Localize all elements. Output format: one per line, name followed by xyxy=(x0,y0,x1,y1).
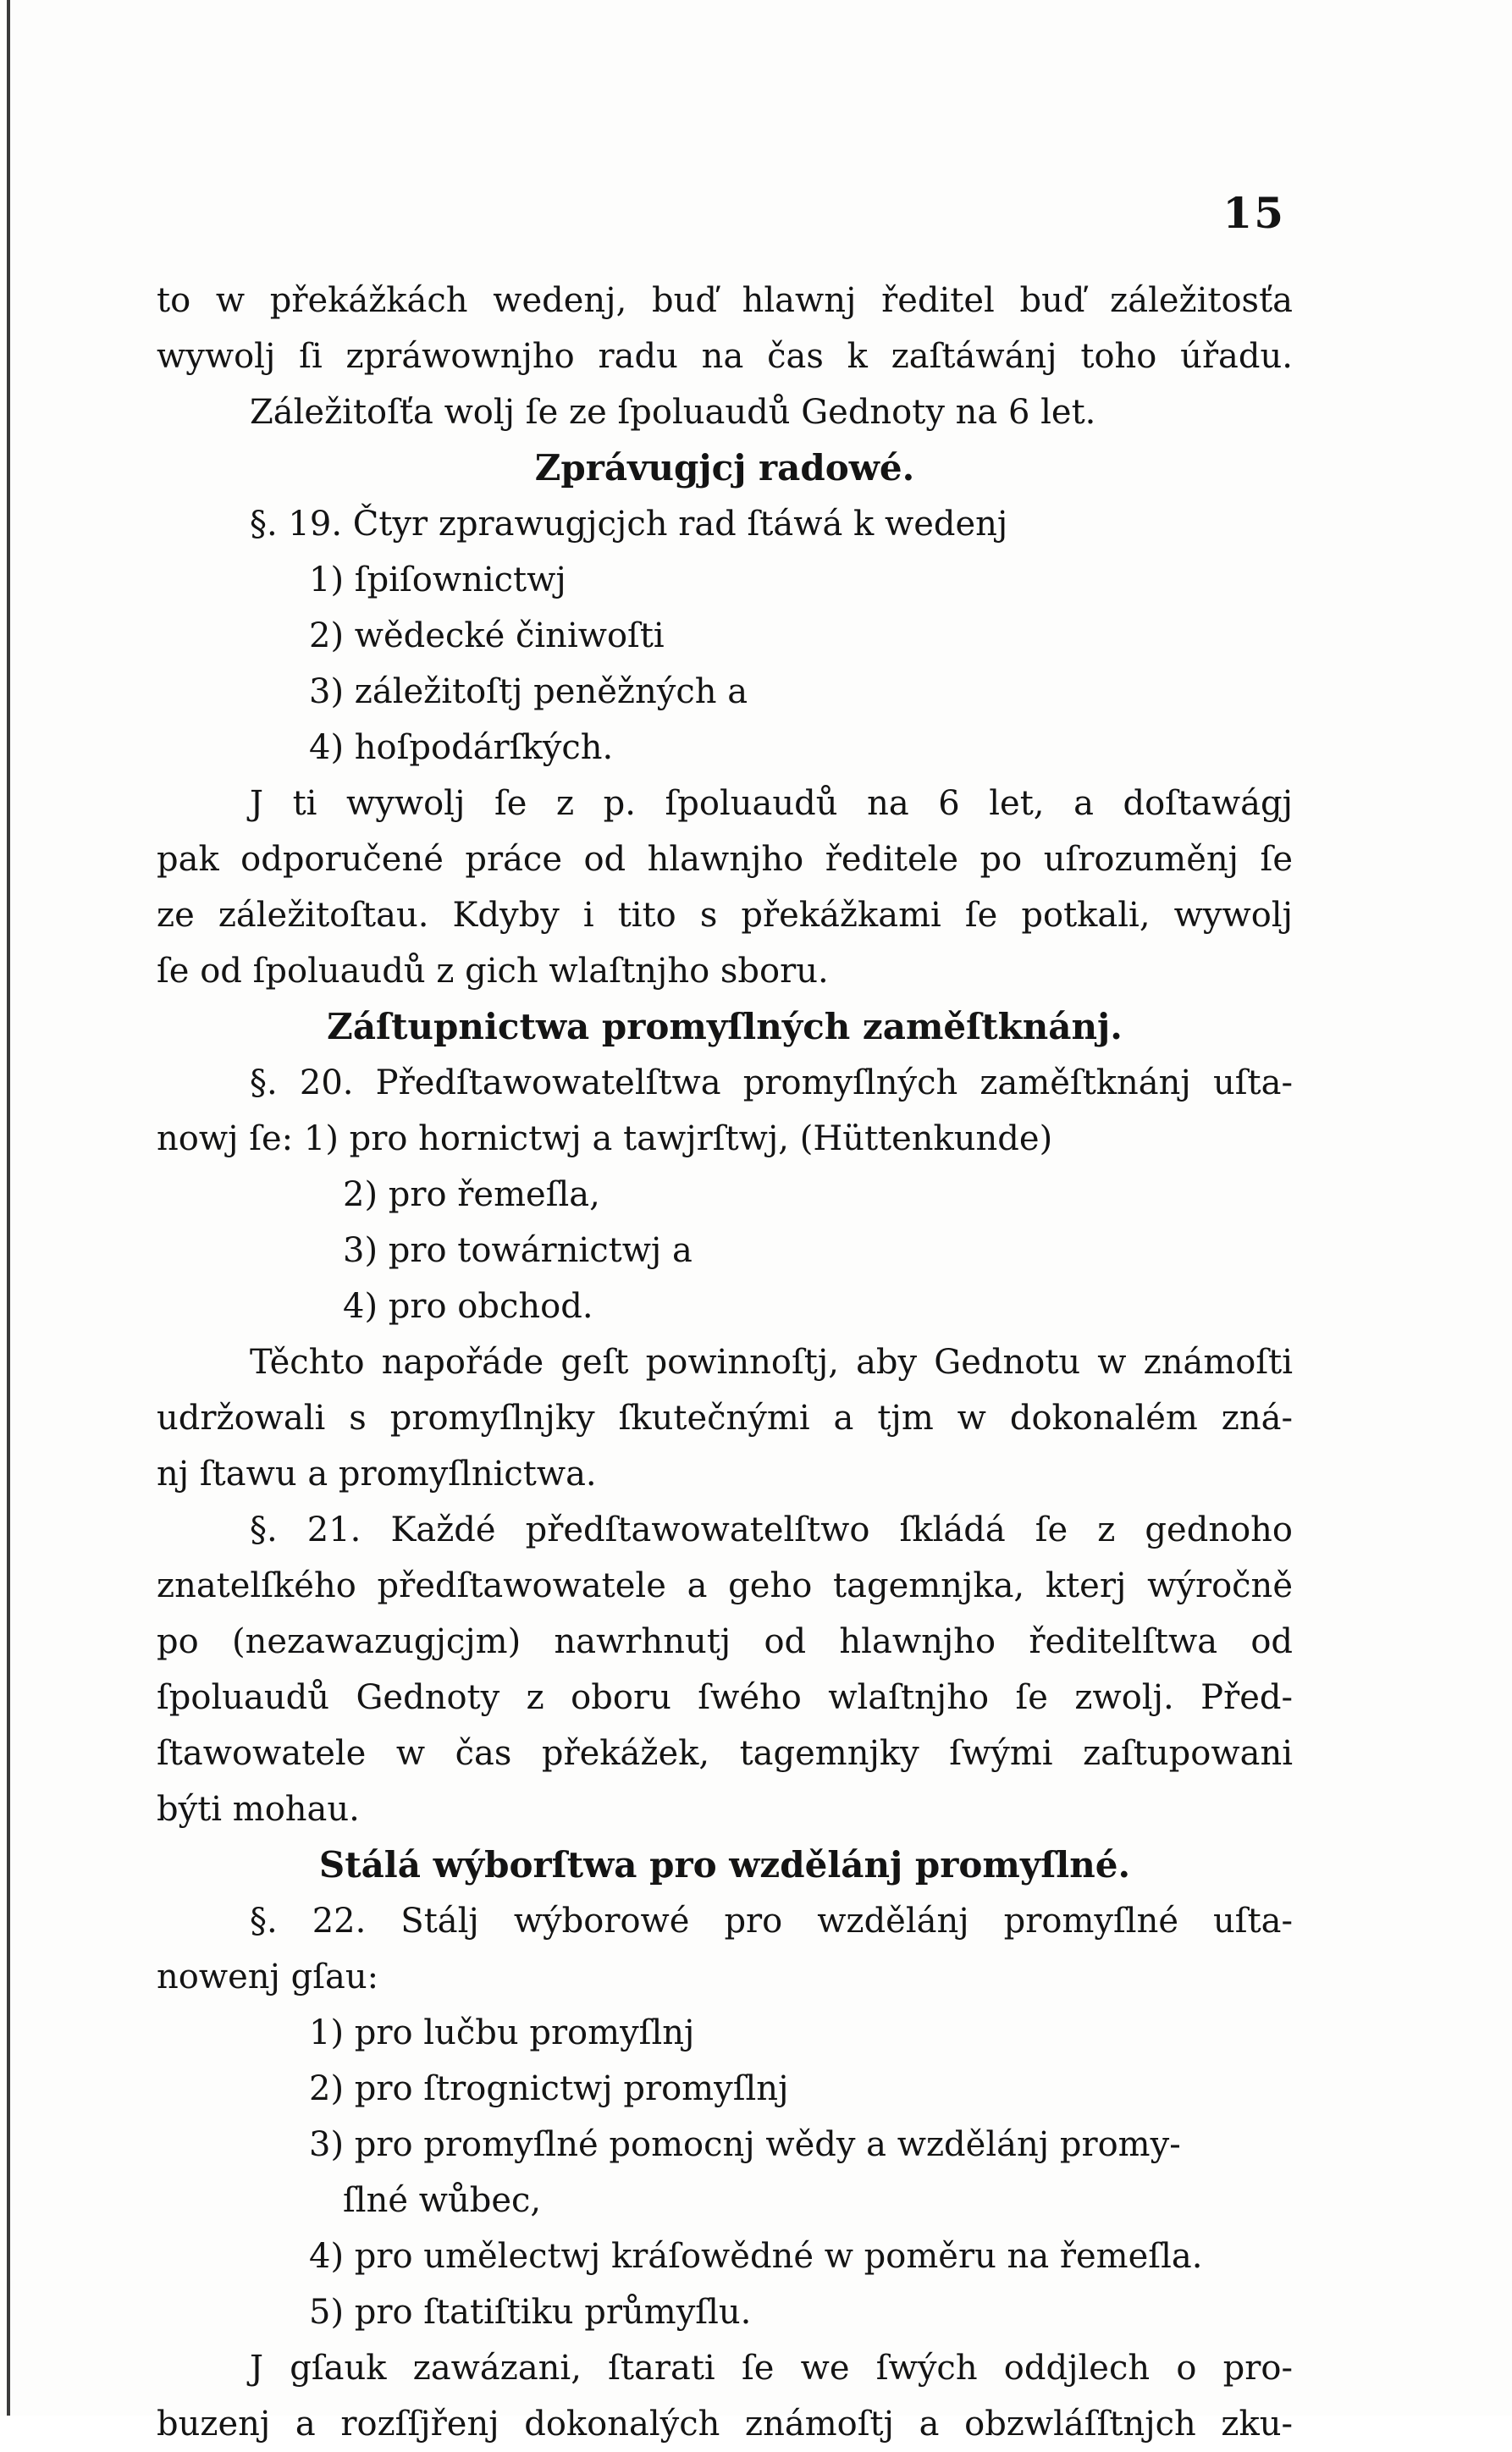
section-heading-zastupnictwa: Záſtupnictwa promyſlných zaměſtknánj. xyxy=(327,1006,1123,1047)
text-line: po (nezawazugjcjm) nawrhnutj od hlawnjho ředitelſtwa od xyxy=(157,1622,1293,1661)
text-line: Záležitoſťa wolj ſe ze ſpoluaudů Gednoty na 6 let. xyxy=(250,393,1096,432)
page-edge-border xyxy=(7,0,10,2416)
text-line: ſtawowatele w čas překážek, tagemnjky ſwými zaſtupowani xyxy=(157,1734,1293,1773)
list-item: 4) pro umělectwj kráſowědné w poměru na řemeſla. xyxy=(309,2237,1203,2276)
text-line: nj ſtawu a promyſlnictwa. xyxy=(157,1455,597,1494)
list-item: 4) hoſpodárſkých. xyxy=(309,728,614,767)
list-item: 1) ſpiſownictwj xyxy=(309,561,566,599)
paragraph-21-start: §. 21. Každé předſtawowatelſtwo ſkládá ſe z gednoho xyxy=(250,1510,1293,1549)
list-item: 5) pro ſtatiſtiku průmyſlu. xyxy=(309,2293,752,2332)
list-item: 2) pro řemeſla, xyxy=(343,1175,600,1214)
text-line: ze záležitoſtau. Kdyby i tito s překážkami ſe potkali, wywolj xyxy=(157,896,1293,935)
list-item: 3) pro promyſlné pomocnj wědy a wzdělánj promy- xyxy=(309,2125,1181,2164)
text-line: znatelſkého předſtawowatele a geho tagemnjka, kterj wýročně xyxy=(157,1566,1293,1605)
text-line: nowenj gſau: xyxy=(157,1958,379,1996)
section-heading-stala-wyborstwa: Stálá wýborſtwa pro wzdělánj promyſlné. xyxy=(318,1844,1131,1886)
section-heading-zpravugjcj-radowe: Zprávugjcj radowé. xyxy=(534,447,915,489)
list-item: 4) pro obchod. xyxy=(343,1287,593,1326)
text-line: wywolj ſi zpráwownjho radu na čas k zaſtáwánj toho úřadu. xyxy=(157,337,1293,376)
text-line: J gſauk zawázani, ſtarati ſe we ſwých oddjlech o pro- xyxy=(250,2349,1293,2388)
text-line: to w překážkách wedenj, buď hlawnj ředitel buď záležitosťa xyxy=(157,281,1293,320)
list-item-continuation: ſlné wůbec, xyxy=(343,2181,542,2220)
text-line: nowj ſe: 1) pro hornictwj a tawjrſtwj, (Hüttenkunde) xyxy=(157,1119,1053,1158)
text-line: ſe od ſpoluaudů z gich wlaſtnjho sboru. xyxy=(157,952,829,991)
text-line: udržowali s promyſlnjky ſkutečnými a tjm w dokonalém zná- xyxy=(157,1399,1293,1438)
page-text-block xyxy=(157,273,1293,2452)
list-item: 2) wědecké činiwoſti xyxy=(309,616,665,655)
paragraph-20-start: §. 20. Předſtawowatelſtwa promyſlných zaměſtknánj uſta- xyxy=(250,1063,1293,1102)
list-item: 1) pro lučbu promyſlnj xyxy=(309,2013,695,2052)
paragraph-19-start: §. 19. Čtyr zprawugjcjch rad ſtáwá k wedenj xyxy=(250,505,1008,544)
page-number: 15 xyxy=(1222,188,1285,238)
text-line: ſpoluaudů Gednoty z oboru ſwého wlaſtnjho ſe zwolj. Před- xyxy=(157,1678,1293,1717)
text-line: Těchto napořáde geſt powinnoſtj, aby Gednotu w známoſti xyxy=(250,1343,1293,1382)
list-item: 3) pro towárnictwj a xyxy=(343,1231,693,1270)
text-line: buzenj a rozſſjřenj dokonalých známoſtj a obzwláſſtnjch zku- xyxy=(157,2405,1293,2444)
paragraph-22-start: §. 22. Stálj wýborowé pro wzdělánj promyſlné uſta- xyxy=(250,1902,1293,1941)
list-item: 2) pro ſtrognictwj promyſlnj xyxy=(309,2069,789,2108)
text-line: býti mohau. xyxy=(157,1790,360,1829)
list-item: 3) záležitoſtj peněžných a xyxy=(309,672,748,711)
text-line: J ti wywolj ſe z p. ſpoluaudů na 6 let, a doſtawágj xyxy=(250,784,1293,823)
text-line: pak odporučené práce od hlawnjho ředitele po uſrozuměnj ſe xyxy=(157,840,1293,879)
